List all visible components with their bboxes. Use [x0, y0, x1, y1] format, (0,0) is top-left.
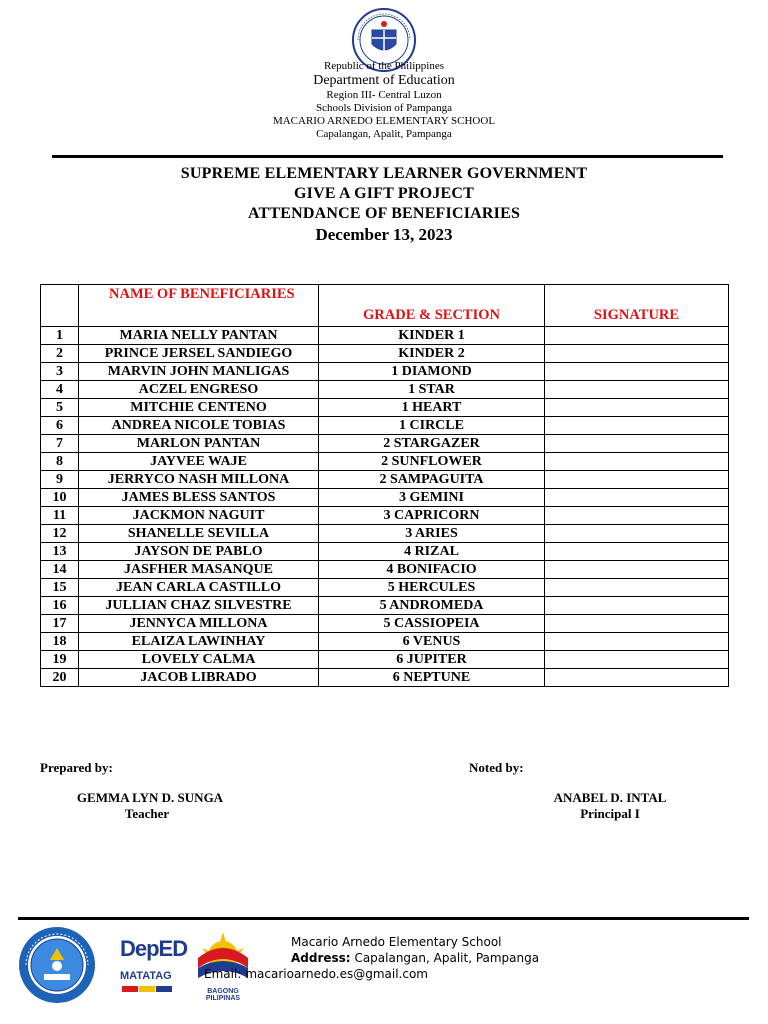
- title-organization: SUPREME ELEMENTARY LEARNER GOVERNMENT: [180, 165, 588, 182]
- row-number-cell: 7: [41, 435, 79, 453]
- beneficiary-name-cell: JAYSON DE PABLO: [79, 543, 319, 561]
- signature-cell[interactable]: [545, 327, 729, 345]
- footer-address-label: Address:: [291, 951, 351, 965]
- table-row: [41, 345, 729, 363]
- row-number-cell: 13: [41, 543, 79, 561]
- table-row: [41, 453, 729, 471]
- signature-cell[interactable]: [545, 417, 729, 435]
- signature-cell[interactable]: [545, 381, 729, 399]
- grade-section-cell: KINDER 1: [319, 327, 545, 345]
- row-number-cell: 16: [41, 597, 79, 615]
- grade-section-cell: 5 CASSIOPEIA: [319, 615, 545, 633]
- letterhead-divider: [52, 155, 723, 158]
- table-row: [41, 363, 729, 381]
- table-row: [41, 435, 729, 453]
- beneficiary-name-cell: JENNYCA MILLONA: [79, 615, 319, 633]
- row-number-cell: 5: [41, 399, 79, 417]
- signature-cell[interactable]: [545, 669, 729, 687]
- signature-cell[interactable]: [545, 633, 729, 651]
- row-number-cell: 1: [41, 327, 79, 345]
- footer-email-label: Email:: [204, 967, 242, 981]
- row-number-cell: 4: [41, 381, 79, 399]
- row-number-cell: 2: [41, 345, 79, 363]
- beneficiary-name-cell: JASFHER MASANQUE: [79, 561, 319, 579]
- signature-cell[interactable]: [545, 651, 729, 669]
- signature-cell[interactable]: [545, 399, 729, 417]
- footer-email-value: macarioarnedo.es@gmail.com: [245, 967, 428, 981]
- footer-divider: [18, 917, 749, 920]
- grade-section-cell: 4 BONIFACIO: [319, 561, 545, 579]
- beneficiary-name-cell: PRINCE JERSEL SANDIEGO: [79, 345, 319, 363]
- row-number-cell: 10: [41, 489, 79, 507]
- footer-school-name: Macario Arnedo Elementary School: [291, 935, 502, 949]
- beneficiary-name-cell: JULLIAN CHAZ SILVESTRE: [79, 597, 319, 615]
- signature-cell[interactable]: [545, 597, 729, 615]
- signature-cell[interactable]: [545, 453, 729, 471]
- row-number-cell: 20: [41, 669, 79, 687]
- beneficiary-name-cell: MARIA NELLY PANTAN: [79, 327, 319, 345]
- letterhead-republic: Republic of the Philippines: [323, 60, 445, 72]
- grade-section-cell: 5 ANDROMEDA: [319, 597, 545, 615]
- table-row: [41, 561, 729, 579]
- bagong-pilipinas-text: BAGONG PILIPINAS: [205, 988, 241, 1002]
- grade-section-cell: 6 VENUS: [319, 633, 545, 651]
- header-grade-section: GRADE & SECTION: [319, 285, 545, 327]
- row-number-cell: 19: [41, 651, 79, 669]
- beneficiary-name-cell: MITCHIE CENTENO: [79, 399, 319, 417]
- table-row: [41, 525, 729, 543]
- matatag-stripe-icon: [122, 986, 172, 992]
- beneficiary-name-cell: ACZEL ENGRESO: [79, 381, 319, 399]
- beneficiary-name-cell: ANDREA NICOLE TOBIAS: [79, 417, 319, 435]
- signature-cell[interactable]: [545, 435, 729, 453]
- beneficiary-name-cell: MARLON PANTAN: [79, 435, 319, 453]
- attendance-table: [40, 284, 729, 687]
- title-project: GIVE A GIFT PROJECT: [294, 185, 474, 202]
- grade-section-cell: 2 STARGAZER: [319, 435, 545, 453]
- signature-cell[interactable]: [545, 471, 729, 489]
- beneficiary-name-cell: SHANELLE SEVILLA: [79, 525, 319, 543]
- noted-by-label: Noted by:: [469, 760, 524, 775]
- grade-section-cell: 5 HERCULES: [319, 579, 545, 597]
- school-seal-icon: [18, 926, 96, 1004]
- table-row: [41, 669, 729, 687]
- grade-section-cell: KINDER 2: [319, 345, 545, 363]
- grade-section-cell: 3 ARIES: [319, 525, 545, 543]
- row-number-cell: 17: [41, 615, 79, 633]
- grade-section-cell: 1 HEART: [319, 399, 545, 417]
- letterhead-school: MACARIO ARNEDO ELEMENTARY SCHOOL: [272, 115, 496, 127]
- row-number-cell: 18: [41, 633, 79, 651]
- table-row: [41, 417, 729, 435]
- table-row: [41, 507, 729, 525]
- beneficiary-name-cell: LOVELY CALMA: [79, 651, 319, 669]
- table-row: [41, 579, 729, 597]
- prepared-by-title: Teacher: [124, 806, 170, 821]
- signature-cell[interactable]: [545, 489, 729, 507]
- beneficiary-name-cell: JACOB LIBRADO: [79, 669, 319, 687]
- beneficiary-name-cell: JAMES BLESS SANTOS: [79, 489, 319, 507]
- table-row: [41, 489, 729, 507]
- prepared-by-label: Prepared by:: [40, 760, 113, 775]
- signature-cell[interactable]: [545, 579, 729, 597]
- grade-section-cell: 1 CIRCLE: [319, 417, 545, 435]
- signature-cell[interactable]: [545, 615, 729, 633]
- signature-cell[interactable]: [545, 507, 729, 525]
- row-number-cell: 9: [41, 471, 79, 489]
- beneficiary-name-cell: ELAIZA LAWINHAY: [79, 633, 319, 651]
- grade-section-cell: 2 SAMPAGUITA: [319, 471, 545, 489]
- grade-section-cell: 1 STAR: [319, 381, 545, 399]
- beneficiary-name-cell: JACKMON NAGUIT: [79, 507, 319, 525]
- title-attendance: ATTENDANCE OF BENEFICIARIES: [247, 205, 521, 222]
- table-row: [41, 597, 729, 615]
- letterhead-department: Department of Education: [313, 73, 455, 88]
- row-number-cell: 15: [41, 579, 79, 597]
- grade-section-cell: 3 GEMINI: [319, 489, 545, 507]
- beneficiary-name-cell: JEAN CARLA CASTILLO: [79, 579, 319, 597]
- signature-cell[interactable]: [545, 561, 729, 579]
- beneficiary-name-cell: JERRYCO NASH MILLONA: [79, 471, 319, 489]
- signature-cell[interactable]: [545, 363, 729, 381]
- beneficiary-name-cell: MARVIN JOHN MANLIGAS: [79, 363, 319, 381]
- table-row: [41, 615, 729, 633]
- row-number-cell: 3: [41, 363, 79, 381]
- table-row: [41, 399, 729, 417]
- table-row: [41, 471, 729, 489]
- table-row: [41, 327, 729, 345]
- table-header-row: [41, 285, 729, 327]
- grade-section-cell: 2 SUNFLOWER: [319, 453, 545, 471]
- grade-section-cell: 6 JUPITER: [319, 651, 545, 669]
- table-row: [41, 633, 729, 651]
- row-number-cell: 6: [41, 417, 79, 435]
- noted-by-title: Principal I: [580, 806, 640, 821]
- row-number-cell: 12: [41, 525, 79, 543]
- header-number-cell: [41, 285, 79, 327]
- grade-section-cell: 1 DIAMOND: [319, 363, 545, 381]
- letterhead-address: Capalangan, Apalit, Pampanga: [316, 128, 452, 140]
- noted-by-name: ANABEL D. INTAL: [553, 790, 667, 805]
- grade-section-cell: 3 CAPRICORN: [319, 507, 545, 525]
- table-row: [41, 381, 729, 399]
- footer-address: [291, 950, 539, 966]
- matatag-logo-text: MATATAG: [120, 970, 172, 982]
- row-number-cell: 8: [41, 453, 79, 471]
- table-row: [41, 651, 729, 669]
- signature-cell[interactable]: [545, 345, 729, 363]
- deped-logo-text: DepED: [120, 936, 188, 961]
- title-date: December 13, 2023: [315, 225, 453, 244]
- beneficiary-name-cell: JAYVEE WAJE: [79, 453, 319, 471]
- grade-section-cell: 6 NEPTUNE: [319, 669, 545, 687]
- signature-cell[interactable]: [545, 543, 729, 561]
- footer-email: [204, 966, 428, 982]
- row-number-cell: 14: [41, 561, 79, 579]
- prepared-by-name: GEMMA LYN D. SUNGA: [76, 790, 224, 805]
- table-row: [41, 543, 729, 561]
- footer-address-value: Capalangan, Apalit, Pampanga: [354, 951, 540, 965]
- deped-matatag-logo: [118, 930, 188, 1000]
- letterhead-region: Region III- Central Luzon: [326, 89, 442, 101]
- header-signature: SIGNATURE: [545, 285, 729, 327]
- signature-cell[interactable]: [545, 525, 729, 543]
- row-number-cell: 11: [41, 507, 79, 525]
- letterhead-division: Schools Division of Pampanga: [316, 102, 452, 114]
- grade-section-cell: 4 RIZAL: [319, 543, 545, 561]
- header-name-of-beneficiaries: NAME OF BENEFICIARIES: [79, 285, 319, 327]
